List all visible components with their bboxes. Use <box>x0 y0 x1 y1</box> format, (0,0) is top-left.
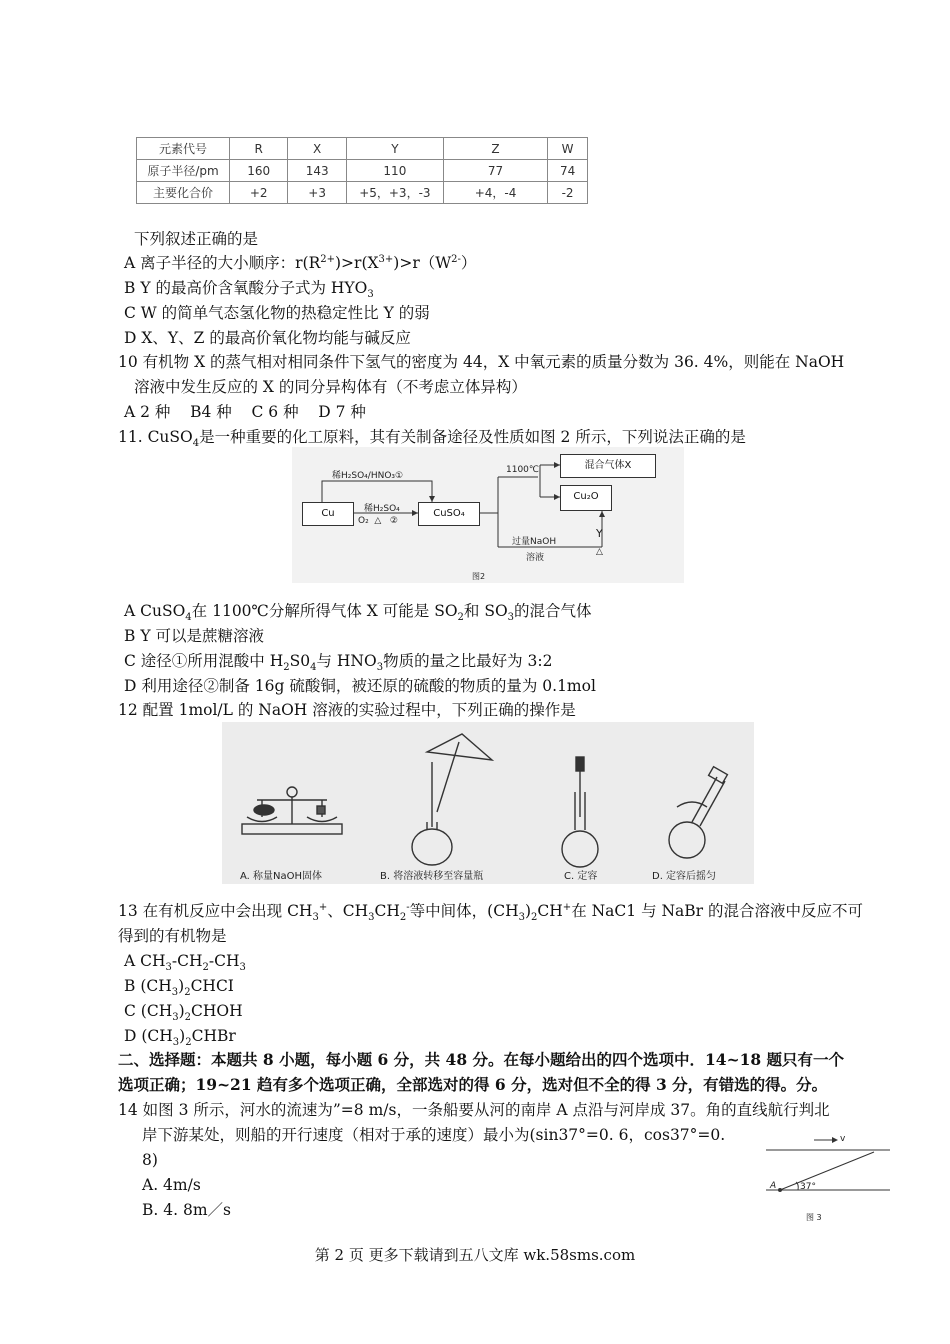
q9-option-b: B Y 的最高价含氧酸分子式为 $HYO_3$ <box>124 279 374 301</box>
q10-stem: 10 有机物 X 的蒸气相对相同条件下氢气的密度为 44，X 中氧元素的质量分数为 36. 4%，则能在 NaOH <box>118 353 845 371</box>
table-row <box>137 182 588 204</box>
temperature-label: 1100℃ <box>506 465 540 475</box>
q11-option-b: B Y 可以是蔗糖溶液 <box>124 627 264 645</box>
table-cell: 143 <box>288 160 346 182</box>
solution-label: 溶液 <box>526 553 545 563</box>
angle-label: 37° <box>800 1182 816 1192</box>
point-a-label: A <box>770 1181 777 1191</box>
q13-option-b: B $(CH_3)_2CHCI$ <box>124 977 234 999</box>
gas-x-box: 混合气体X <box>560 454 656 478</box>
element-table <box>136 137 588 204</box>
table-cell: 160 <box>230 160 288 182</box>
q11-option-a: A CuSO$_4$在 1100℃分解所得气体 X 可能是 $SO_2$和 $SO_3$的混合气体 <box>124 602 592 624</box>
table-cell: Y <box>346 138 443 160</box>
section-2-heading: 二、选择题：本题共 8 小题，每小题 6 分，共 48 分。在每小题给出的四个选项中．14~18 题只有一个 <box>118 1050 845 1069</box>
table-cell: W <box>548 138 588 160</box>
lab-apparatus-illustration <box>222 722 754 884</box>
table-cell: +3 <box>288 182 346 204</box>
table-row <box>137 160 588 182</box>
route-2-bottom-label: O₂ △ ② <box>358 516 398 526</box>
table-cell: +5，+3，-3 <box>346 182 443 204</box>
table-cell: 元素代号 <box>137 138 230 160</box>
q12-caption-c: C. 定容 <box>564 871 598 882</box>
river-diagram <box>762 1124 894 1224</box>
table-cell: 74 <box>548 160 588 182</box>
table-cell: R <box>230 138 288 160</box>
figure-3 <box>762 1124 894 1224</box>
q11-option-c: C 途径①所用混酸中 $H_2S0_4$与 $HNO_3$物质的量之比最好为 3:2 <box>124 652 553 674</box>
q12-caption-b: B. 将溶液转移至容量瓶 <box>380 871 484 882</box>
table-row <box>137 138 588 160</box>
q13-stem-cont: 得到的有机物是 <box>118 927 227 945</box>
q13-option-a: A $CH_3-CH_2-CH_3$ <box>124 952 246 974</box>
balance-icon <box>242 787 342 834</box>
q12-figure <box>222 722 754 884</box>
q12-stem: 12 配置 1mol/L 的 NaOH 溶液的实验过程中，下列正确的操作是 <box>118 701 576 719</box>
table-cell: Z <box>443 138 547 160</box>
table-cell: X <box>288 138 346 160</box>
q11-option-d: D 利用途径②制备 16g 硫酸铜，被还原的硫酸的物质的量为 0.1mol <box>124 677 596 695</box>
volumetric-flask-funnel-icon <box>412 734 492 865</box>
cu-box: Cu <box>302 502 354 526</box>
q11-stem: 11. CuSO$_4$是一种重要的化工原料，其有关制备途径及性质如图 2 所示，下列说法正确的是 <box>118 428 746 450</box>
q12-caption-a: A. 称量NaOH固体 <box>240 871 323 882</box>
volumetric-flask-dropper-icon <box>562 757 598 867</box>
velocity-label: v <box>840 1134 846 1144</box>
q13-stem: 13 在有机反应中会出现 $CH_3^+$、$CH_3CH_2^-$等中间体，$(CH_3)_2CH^+$在 NaC1 与 NaBr 的混合溶液中反应不可 <box>118 901 864 924</box>
table-cell: 77 <box>443 160 547 182</box>
q9-stem: 下列叙述正确的是 <box>134 230 259 248</box>
naoh-label: 过量NaOH <box>512 537 557 547</box>
q9-option-c: C W 的简单气态氢化物的热稳定性比 Y 的弱 <box>124 304 430 322</box>
q10-stem-cont: 溶液中发生反应的 X 的同分异构体有（不考虑立体异构） <box>134 378 527 396</box>
figure-2 <box>292 447 684 583</box>
figure-3-caption: 图 3 <box>806 1213 822 1222</box>
q14-option-b: B. 4. 8m／s <box>142 1201 231 1219</box>
section-2-heading-cont: 选项正确；19~21 趋有多个选项正确，全部选对的得 6 分，选对但不全的得 3 分，有错选的得。分。 <box>118 1075 828 1094</box>
table-cell: -2 <box>548 182 588 204</box>
table-cell: +2 <box>230 182 288 204</box>
route-1-label: 稀H₂SO₄/HNO₃① <box>332 471 404 481</box>
table-cell: 110 <box>346 160 443 182</box>
q10-options: A 2 种 B4 种 C 6 种 D 7 种 <box>124 403 366 421</box>
q14-stem-cont: 岸下游某处，则船的开行速度（相对于承的速度）最小为(sin37°=0. 6，cos37°=0. <box>142 1126 726 1144</box>
page-footer: 第 2 页 更多下载请到五八文库 wk.58sms.com <box>314 1246 636 1264</box>
cuso4-box: CuSO₄ <box>418 502 480 526</box>
q12-caption-d: D. 定容后摇匀 <box>652 871 717 882</box>
figure-2-caption: 图2 <box>472 572 486 581</box>
heat-label: △ <box>596 547 603 557</box>
q14-option-a: A. 4m/s <box>142 1176 201 1194</box>
q14-stem-cont-2: 8) <box>142 1151 158 1169</box>
table-cell: 原子半径/pm <box>137 160 230 182</box>
q14-stem: 14 如图 3 所示，河水的流速为”=8 m/s，一条船要从河的南岸 A 点沿与河岸成 37。角的直线航行判北 <box>118 1101 830 1119</box>
y-label: Y <box>596 527 603 540</box>
cu2o-box: Cu₂O <box>560 485 612 511</box>
q9-option-d: D X、Y、Z 的最高价氧化物均能与碱反应 <box>124 329 411 347</box>
route-2-top-label: 稀H₂SO₄ <box>364 504 400 514</box>
q13-option-c: C $(CH_3)_2CHOH$ <box>124 1002 243 1024</box>
q13-option-d: D $(CH_3)_2CHBr$ <box>124 1027 236 1049</box>
shaking-flask-icon <box>669 767 727 858</box>
table-cell: +4，-4 <box>443 182 547 204</box>
q9-option-a: A 离子半径的大小顺序：$r(R^{2+})>r(X^{3+})>r(W^{2-})$ <box>124 253 477 272</box>
table-cell: 主要化合价 <box>137 182 230 204</box>
